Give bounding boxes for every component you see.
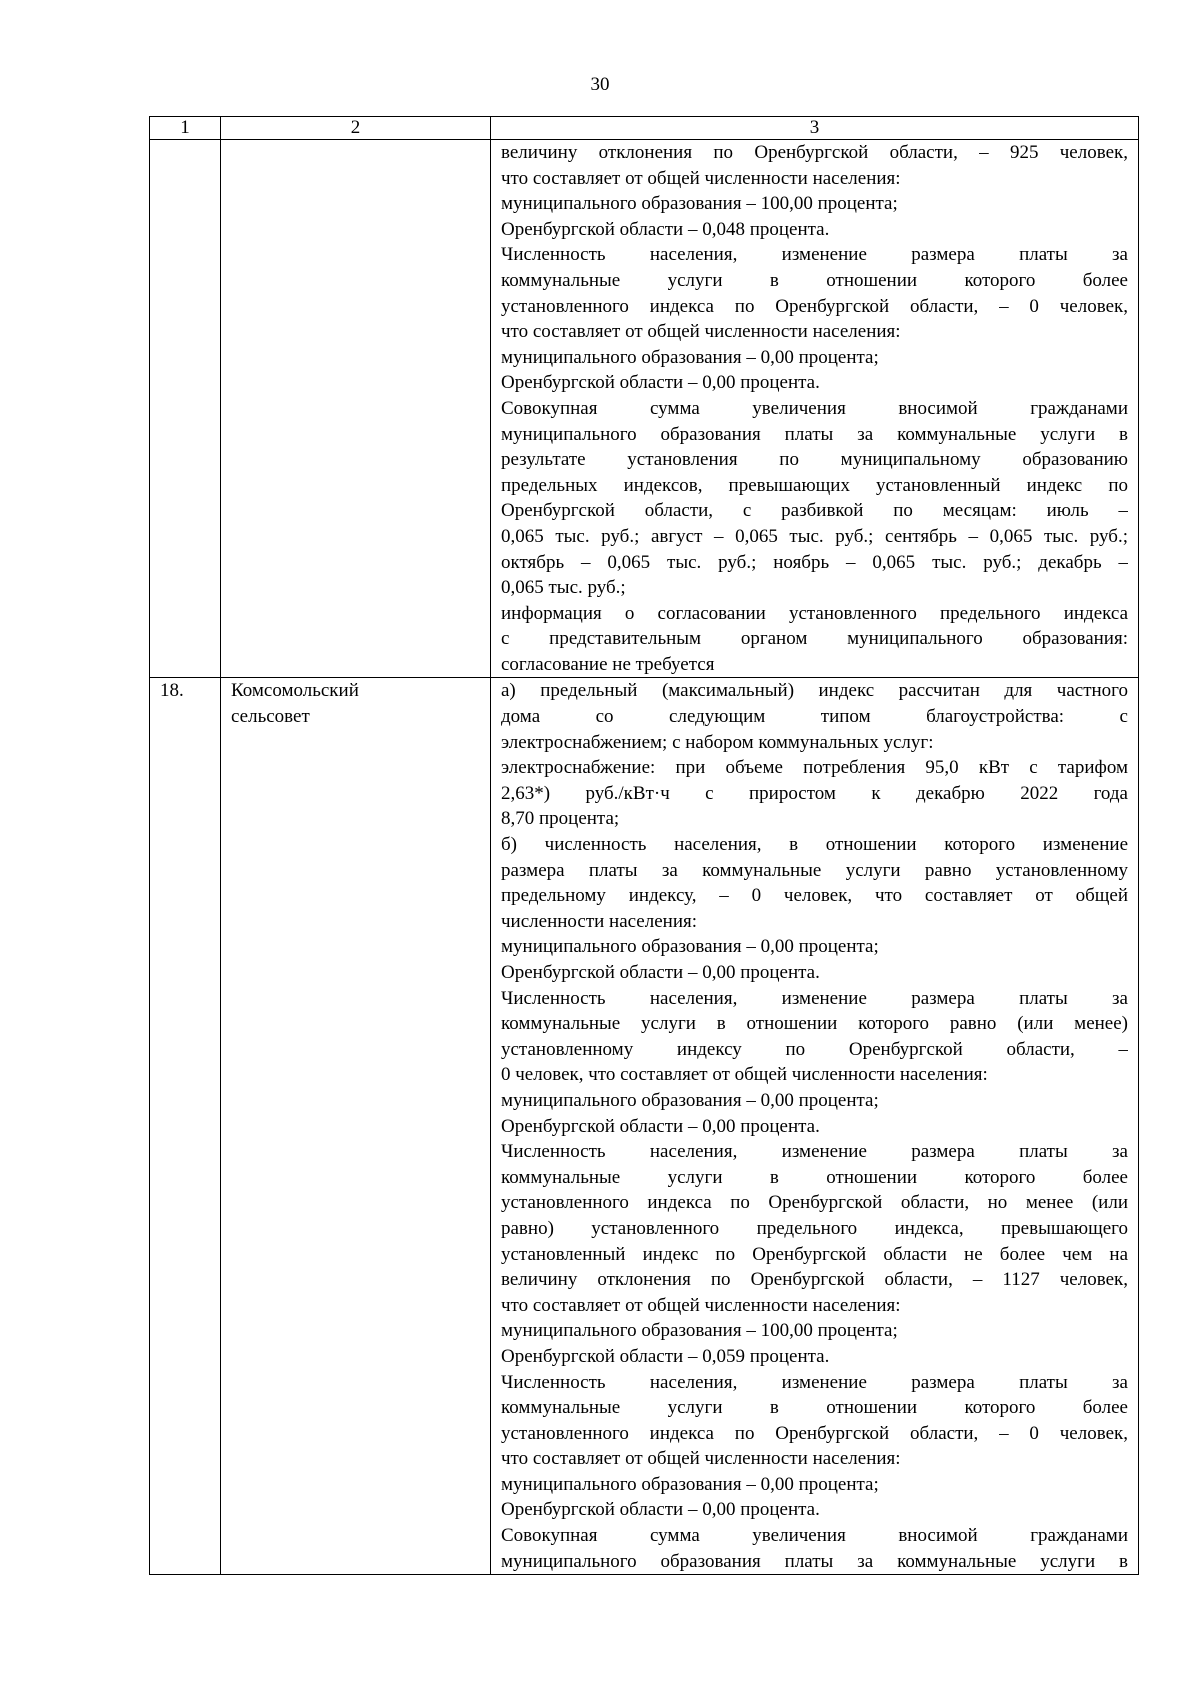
description-line: численности населения: xyxy=(501,910,698,932)
row-number-cell xyxy=(150,140,221,678)
description-line: установленный индекс по Оренбургской области не более чем на xyxy=(501,1243,1128,1265)
description-line: муниципального образования платы за коммунальные услуги в xyxy=(501,1550,1128,1572)
column-header-1: 1 xyxy=(150,117,221,140)
description-line: коммунальные услуги в отношении которого более xyxy=(501,1166,1128,1188)
description-line: что составляет от общей численности населения: xyxy=(501,167,901,189)
table-row xyxy=(150,678,1139,1575)
description-line: дома со следующим типом благоустройства: с xyxy=(501,706,1128,728)
description-cell xyxy=(491,678,1139,1575)
description-line: муниципального образования – 100,00 процента; xyxy=(501,1320,898,1342)
description-line: предельному индексу, – 0 человек, что составляет от общей xyxy=(501,885,1128,907)
description-line: 0,065 тыс. руб.; август – 0,065 тыс. руб.; сентябрь – 0,065 тыс. руб.; xyxy=(501,525,1128,547)
description-line: информация о согласовании установленного предельного индекса xyxy=(501,602,1128,624)
description-line: Оренбургской области – 0,048 процента. xyxy=(501,218,830,240)
description-line: электроснабжение: при объеме потребления 95,0 кВт с тарифом xyxy=(501,757,1128,779)
description-line: Оренбургской области, с разбивкой по месяцам: июль – xyxy=(501,500,1128,522)
row-number: 18. xyxy=(160,680,184,702)
page-number: 30 xyxy=(590,74,610,95)
municipality-name-line: сельсовет xyxy=(231,706,310,728)
description-line: Численность населения, изменение размера платы за xyxy=(501,1141,1128,1163)
description-cell xyxy=(491,140,1139,678)
description-line: коммунальные услуги в отношении которого более xyxy=(501,269,1128,291)
data-table xyxy=(149,116,1139,1575)
description-line: а) предельный (максимальный) индекс рассчитан для частного xyxy=(501,680,1128,702)
description-line: коммунальные услуги в отношении которого равно (или менее) xyxy=(501,1013,1128,1035)
description-line: что составляет от общей численности населения: xyxy=(501,321,901,343)
description-line: согласование не требуется xyxy=(501,653,715,675)
description-line: муниципального образования – 100,00 процента; xyxy=(501,193,898,215)
table-row xyxy=(150,140,1139,678)
description-line: Численность населения, изменение размера платы за xyxy=(501,987,1128,1009)
description-line: муниципального образования – 0,00 процента; xyxy=(501,1089,879,1111)
description-line: предельных индексов, превышающих установленный индекс по xyxy=(501,474,1128,496)
description-line: Оренбургской области – 0,00 процента. xyxy=(501,1499,820,1521)
column-header-3: 3 xyxy=(491,117,1139,140)
description-line: муниципального образования – 0,00 процента; xyxy=(501,936,879,958)
description-line: электроснабжением; с набором коммунальных услуг: xyxy=(501,731,934,753)
table-header-row xyxy=(150,117,1139,140)
table-body xyxy=(150,140,1139,1575)
description-line: равно) установленного предельного индекса, превышающего xyxy=(501,1217,1128,1239)
row-number-cell xyxy=(150,678,221,1575)
description-line: 0 человек, что составляет от общей численности населения: xyxy=(501,1064,988,1086)
description-line: Оренбургской области – 0,059 процента. xyxy=(501,1345,830,1367)
description-line: муниципального образования – 0,00 процента; xyxy=(501,1473,879,1495)
description-line: Оренбургской области – 0,00 процента. xyxy=(501,962,820,983)
description-line: муниципального образования – 0,00 процента; xyxy=(501,346,879,368)
municipality-name-cell xyxy=(221,140,491,678)
description-line: Совокупная сумма увеличения вносимой гражданами xyxy=(501,397,1128,419)
description-line: октябрь – 0,065 тыс. руб.; ноябрь – 0,065 тыс. руб.; декабрь – xyxy=(501,551,1128,573)
description-line: размера платы за коммунальные услуги равно установленному xyxy=(501,859,1128,881)
description-line: 8,70 процента; xyxy=(501,808,620,830)
description-line: б) численность населения, в отношении которого изменение xyxy=(501,834,1128,856)
description-line: коммунальные услуги в отношении которого более xyxy=(501,1397,1128,1419)
municipality-name-line: Комсомольский xyxy=(231,680,359,702)
description-line: Численность населения, изменение размера платы за xyxy=(501,244,1128,266)
description-line: что составляет от общей численности населения: xyxy=(501,1448,901,1470)
description-line: 0,065 тыс. руб.; xyxy=(501,577,626,599)
description-line: установленного индекса по Оренбургской области, но менее (или xyxy=(501,1192,1128,1214)
description-line: величину отклонения по Оренбургской области, – 1127 человек, xyxy=(501,1269,1128,1291)
description-line: Оренбургской области – 0,00 процента. xyxy=(501,1115,820,1137)
description-line: 2,63*) руб./кВт·ч с приростом к декабрю 2022 года xyxy=(501,782,1128,804)
description-line: Совокупная сумма увеличения вносимой гражданами xyxy=(501,1525,1128,1547)
description-line: Численность населения, изменение размера платы за xyxy=(501,1371,1128,1393)
municipality-name-cell xyxy=(221,678,491,1575)
description-line: результате установления по муниципальному образованию xyxy=(501,449,1128,471)
description-line: что составляет от общей численности населения: xyxy=(501,1294,901,1316)
description-line: муниципального образования платы за коммунальные услуги в xyxy=(501,423,1128,445)
column-header-2: 2 xyxy=(221,117,491,140)
description-line: величину отклонения по Оренбургской области, – 925 человек, xyxy=(501,142,1128,163)
description-line: Оренбургской области – 0,00 процента. xyxy=(501,372,820,394)
description-line: установленного индекса по Оренбургской области, – 0 человек, xyxy=(501,295,1128,317)
description-line: с представительным органом муниципального образования: xyxy=(501,628,1128,650)
description-line: установленному индексу по Оренбургской области, – xyxy=(501,1038,1128,1060)
description-line: установленного индекса по Оренбургской области, – 0 человек, xyxy=(501,1422,1128,1444)
